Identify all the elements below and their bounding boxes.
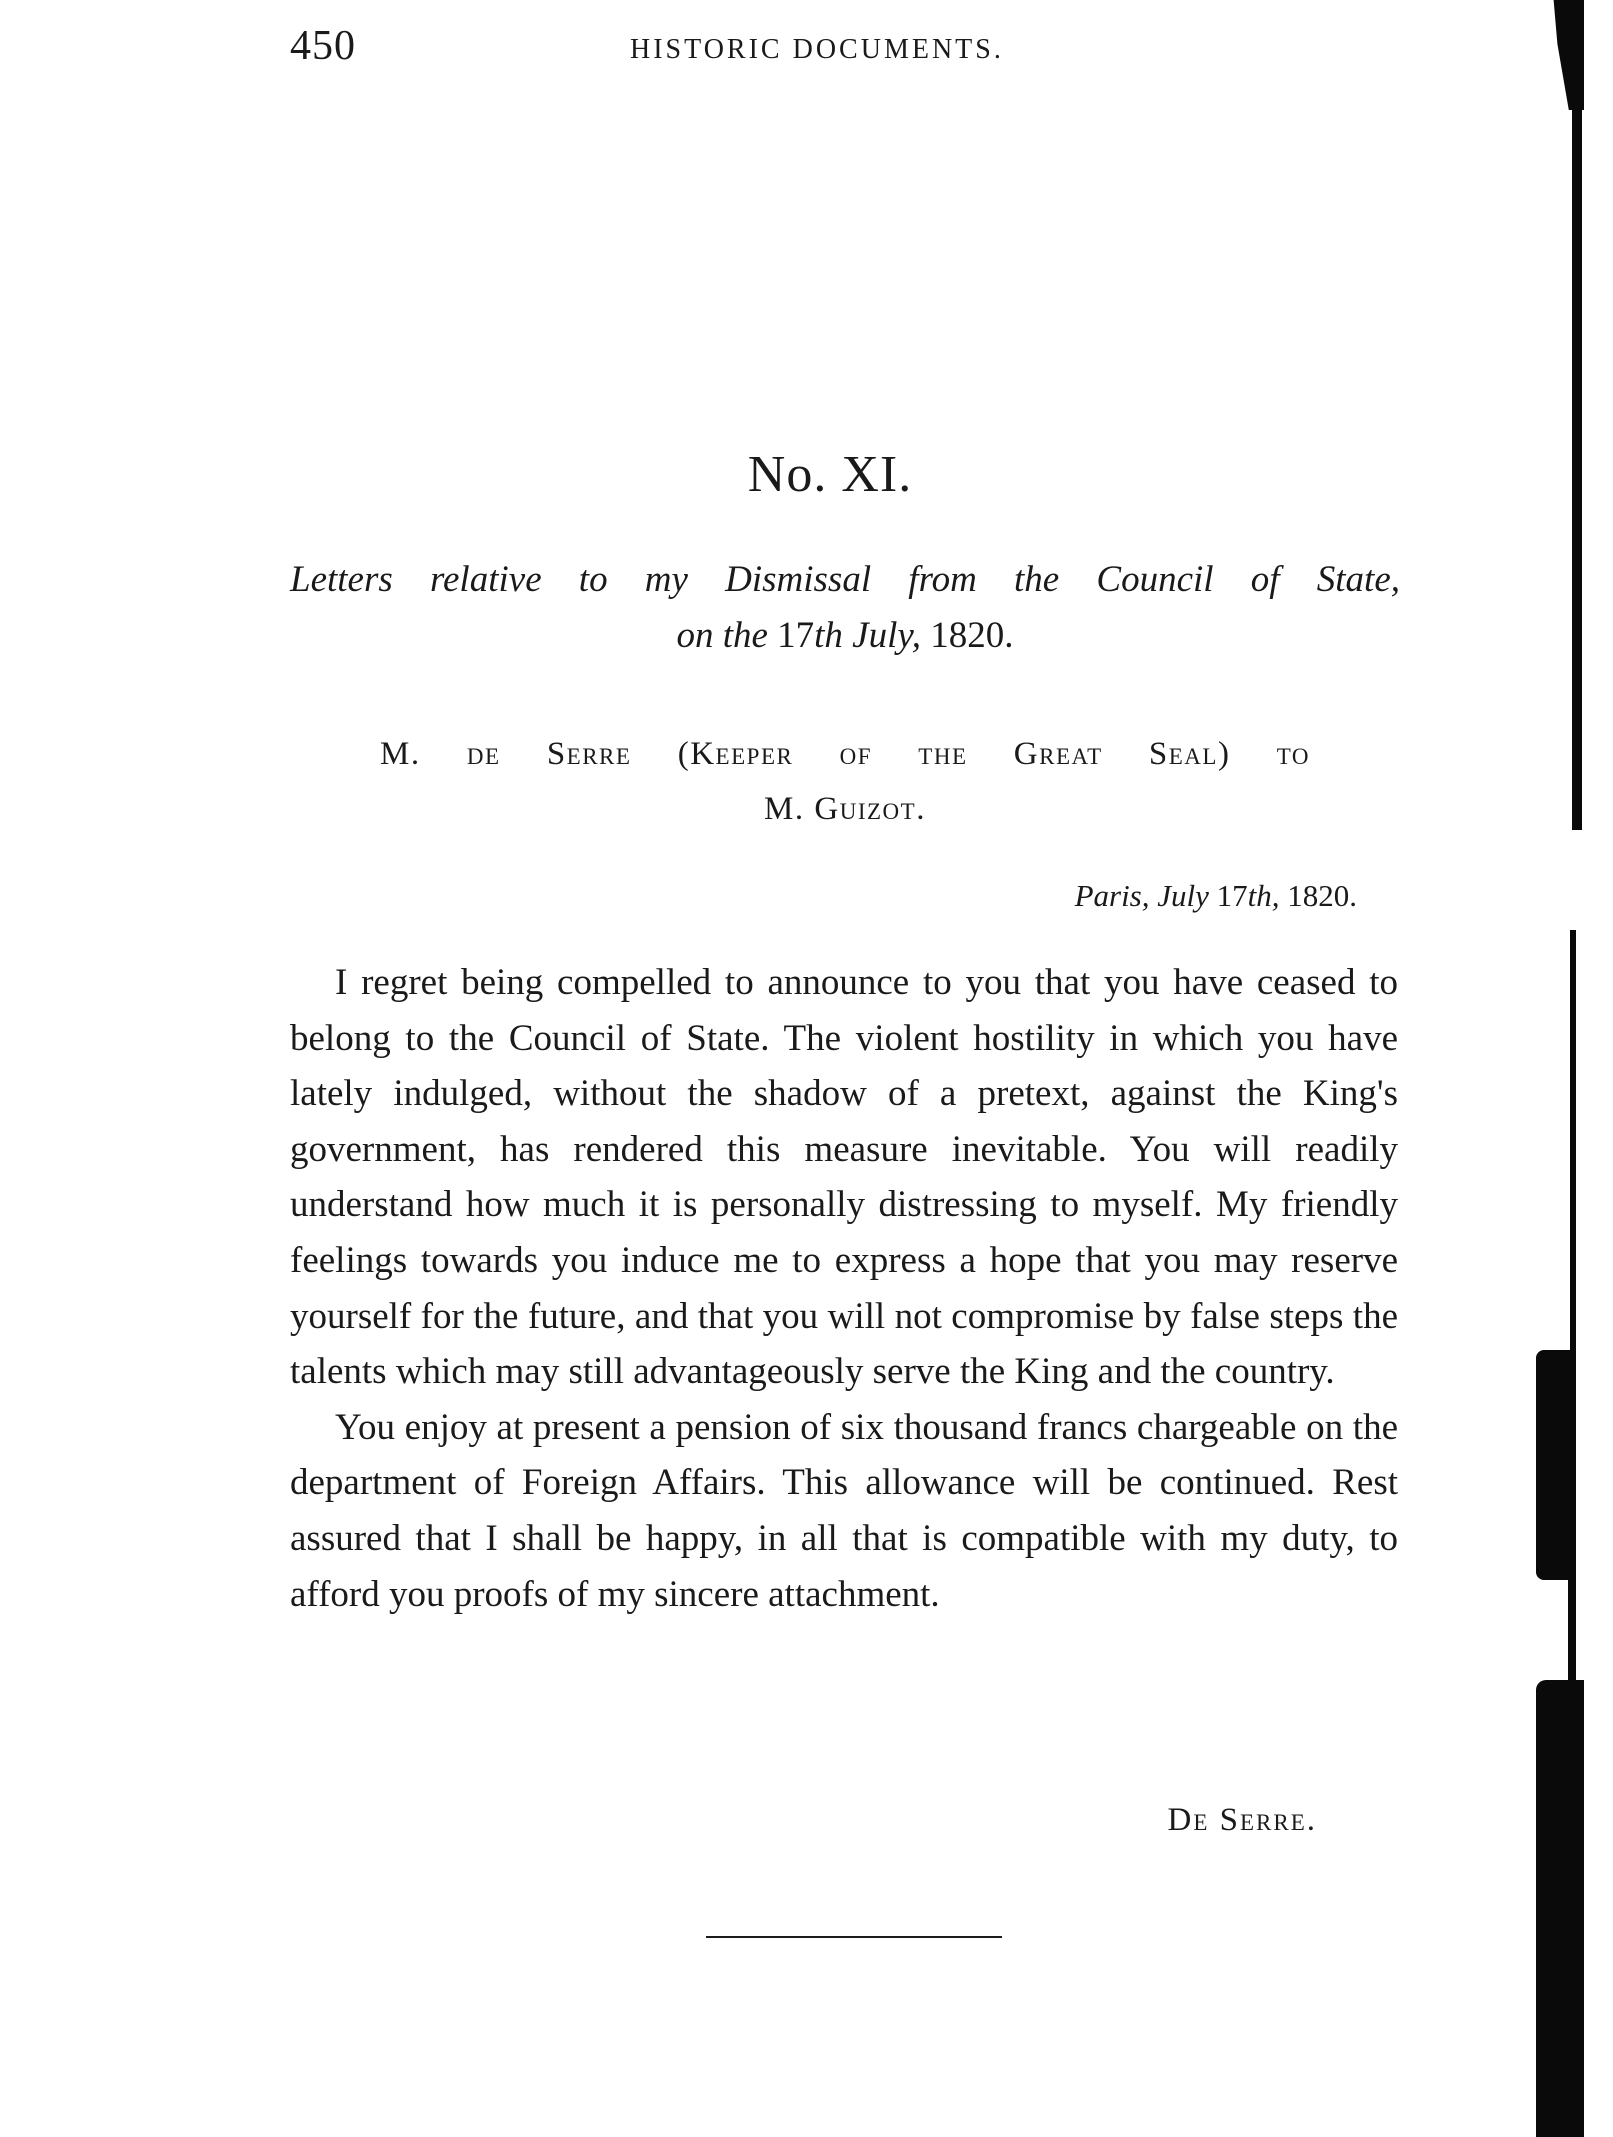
heading-line-2-year: 1820. xyxy=(930,615,1014,656)
dateline-place-month: Paris, July xyxy=(1074,878,1209,913)
letter-address xyxy=(380,727,1310,837)
heading-line-2-day: 17 xyxy=(777,615,815,656)
dateline-year: 1820. xyxy=(1287,878,1357,913)
letter-paragraph-1: I regret being compelled to announce to you that you have ceased to belong to the Council of State. The violent hostility in which you have lately indulged, without the shadow of a pretext, against the King's government, has rendered this measure inevitable. You will readily understand how much it is personally distressing to myself. My friendly feelings towards you induce me to express a hope that you may reserve yourself for the future, and that you will not compromise by false steps the talents which may still advantageously serve the King and the country. xyxy=(290,962,1398,1393)
document-heading xyxy=(290,552,1400,664)
heading-line-2-italic: th July, xyxy=(814,615,922,656)
running-head xyxy=(290,22,1390,72)
scan-edge-shadow xyxy=(1546,0,1584,110)
heading-line-1: Letters relative to my Dismissal from the Council of State, xyxy=(290,559,1400,600)
scan-edge-shadow xyxy=(1570,930,1576,1350)
running-title: HISTORIC DOCUMENTS. xyxy=(630,34,1004,65)
scan-edge-shadow xyxy=(1568,1580,1576,1680)
letter-paragraph-2: You enjoy at present a pension of six thousand francs chargeable on the department of Foreign Affairs. This allowance will be continued. Rest assured that I shall be happy, in all that is compatible with my duty, to afford you proofs of my sincere attachment. xyxy=(290,1406,1398,1615)
page-number: 450 xyxy=(290,23,356,69)
scan-edge-shadow xyxy=(1536,1350,1576,1580)
scan-edge-shadow xyxy=(1536,1680,1584,2137)
address-line-1: M. de Serre (Keeper of the Great Seal) to xyxy=(380,736,1310,772)
dateline-suffix: th, xyxy=(1247,878,1280,913)
document-number: No. XI. xyxy=(747,446,913,503)
heading-line-2-prefix: on the xyxy=(676,615,768,656)
address-line-2: M. Guizot. xyxy=(764,791,926,827)
dateline-day: 17 xyxy=(1216,878,1248,913)
dateline xyxy=(1075,878,1357,914)
letter-body xyxy=(290,955,1398,1622)
scan-edge-shadow xyxy=(1572,110,1582,830)
heading-line-2 xyxy=(290,608,1400,664)
section-divider xyxy=(706,1936,1002,1938)
signature: De Serre. xyxy=(1167,1802,1317,1838)
